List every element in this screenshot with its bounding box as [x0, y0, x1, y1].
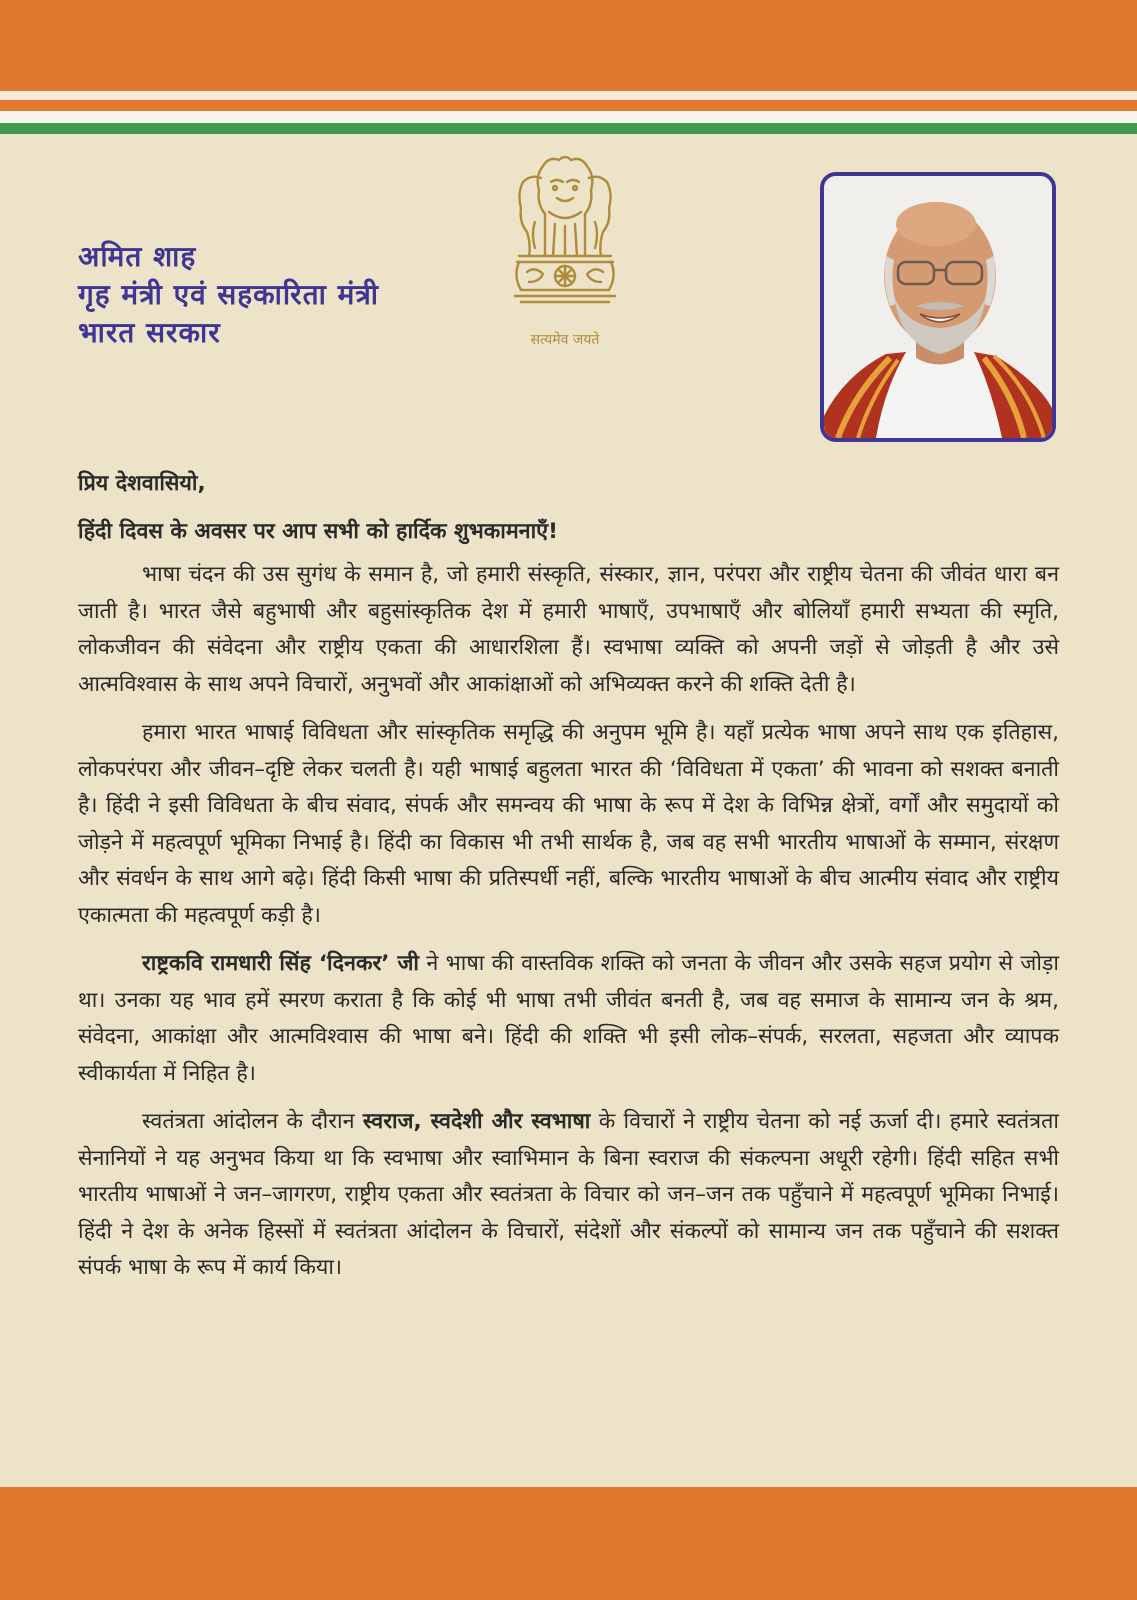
paragraph-4-emphasis: स्वराज, स्वदेशी और स्वभाषा: [362, 1109, 591, 1134]
letter-body: [78, 466, 1059, 1299]
paragraph-3: [78, 946, 1059, 1092]
letter-greeting: हिंदी दिवस के अवसर पर आप सभी को हार्दिक शुभकामनाएँ!: [78, 518, 558, 544]
national-emblem-icon: [505, 152, 625, 352]
header-stripe: [0, 91, 1137, 100]
paragraph-2: हमारा भारत भाषाई विविधता और सांस्कृतिक समृद्धि की अनुपम भूमि है। यहाँ प्रत्येक भाषा अपने साथ एक इतिहास, लोकपरंपरा और जीवन–दृष्टि लेकर चलती है। यही भाषाई बहुलता भारत की ‘विविधता में एकता’ की भावना को सशक्त बनाती है। हिंदी ने इसी विविधता के बीच संवाद, संपर्क और समन्वय की भाषा के रूप में देश के विभिन्न क्षेत्रों, वर्गों और समुदायों को जोड़ने में महत्वपूर्ण भूमिका निभाई है। हिंदी का विकास भी तभी सार्थक है, जब वह सभी भारतीय भाषाओं के सम्मान, संरक्षण और संवर्धन के साथ आगे बढ़े। हिंदी किसी भाषा की प्रतिस्पर्धी नहीं, बल्कि भारतीय भाषाओं के बीच आत्मीय संवाद और राष्ट्रीय एकात्मता की महत्वपूर्ण कड़ी है।: [78, 720, 1059, 928]
header-saffron-band: [0, 0, 1137, 91]
paragraph-4-text: के विचारों ने राष्ट्रीय चेतना को नई ऊर्जा दी। हमारे स्वतंत्रता सेनानियों ने यह अनुभव किया था कि स्वभाषा और स्वाभिमान के बिना स्वराज की संकल्पना अधूरी रहेगी। हिंदी सहित सभी भारतीय भाषाओं ने जन–जागरण, राष्ट्रीय एकता और स्वतंत्रता के विचार को जन–जन तक पहुँचाने में महत्वपूर्ण भूमिका निभाई। हिंदी ने देश के अनेक हिस्सों में स्वतंत्रता आंदोलन के विचारों, संदेशों और संकल्पों को सामान्य जन तक पहुँचाने की सशक्त संपर्क भाषा के रूप में कार्य किया।: [78, 1109, 1059, 1280]
sender-name: अमित शाह: [78, 240, 197, 273]
header-stripe-green: [0, 123, 1137, 134]
footer-saffron-band: [0, 1487, 1137, 1600]
paragraph-1: भाषा चंदन की उस सुगंध के समान है, जो हमारी संस्कृति, संस्कार, ज्ञान, परंपरा और राष्ट्रीय चेतना की जीवंत धारा बन जाती है। भारत जैसे बहुभाषी और बहुसांस्कृतिक देश में हमारी भाषाएँ, उपभाषाएँ और बोलियाँ हमारी सभ्यता की स्मृति, लोकजीवन की संवेदना और राष्ट्रीय एकता की आधारशिला हैं। स्वभाषा व्यक्ति को अपनी जड़ों से जोड़ती है और उसे आत्मविश्वास के साथ अपने विचारों, अनुभवों और आकांक्षाओं को अभिव्यक्त करने की शक्ति देती है।: [78, 562, 1059, 697]
sender-block: [78, 238, 379, 352]
sender-designation: गृह मंत्री एवं सहकारिता मंत्री: [78, 278, 380, 311]
paragraph-4: [78, 1104, 1059, 1287]
minister-photo: [820, 172, 1056, 442]
paragraph-4-lead: स्वतंत्रता आंदोलन के दौरान: [142, 1109, 363, 1134]
header-stripe-saffron: [0, 100, 1137, 111]
portrait-image: [824, 176, 1052, 438]
emblem-motto: सत्यमेव जयते: [530, 332, 600, 348]
paragraph-3-text: ने भाषा की वास्तविक शक्ति को जनता के जीवन और उसके सहज प्रयोग से जोड़ा था। उनका यह भाव हमें स्मरण कराता है कि कोई भी भाषा तभी जीवंत बनती है, जब वह समाज के सामान्य जन के श्रम, संवेदना, आकांक्षा और आत्मविश्वास की भाषा बने। हिंदी की शक्ति भी इसी लोक–संपर्क, सरलता, सहजता और व्यापक स्वीकार्यता में निहित है।: [78, 951, 1059, 1086]
paragraph-3-emphasis: राष्ट्रकवि रामधारी सिंह ‘दिनकर’ जी: [142, 951, 419, 976]
sender-government: भारत सरकार: [78, 316, 221, 349]
letter-salutation: प्रिय देशवासियो,: [78, 471, 206, 496]
header-stripe-white: [0, 111, 1137, 123]
